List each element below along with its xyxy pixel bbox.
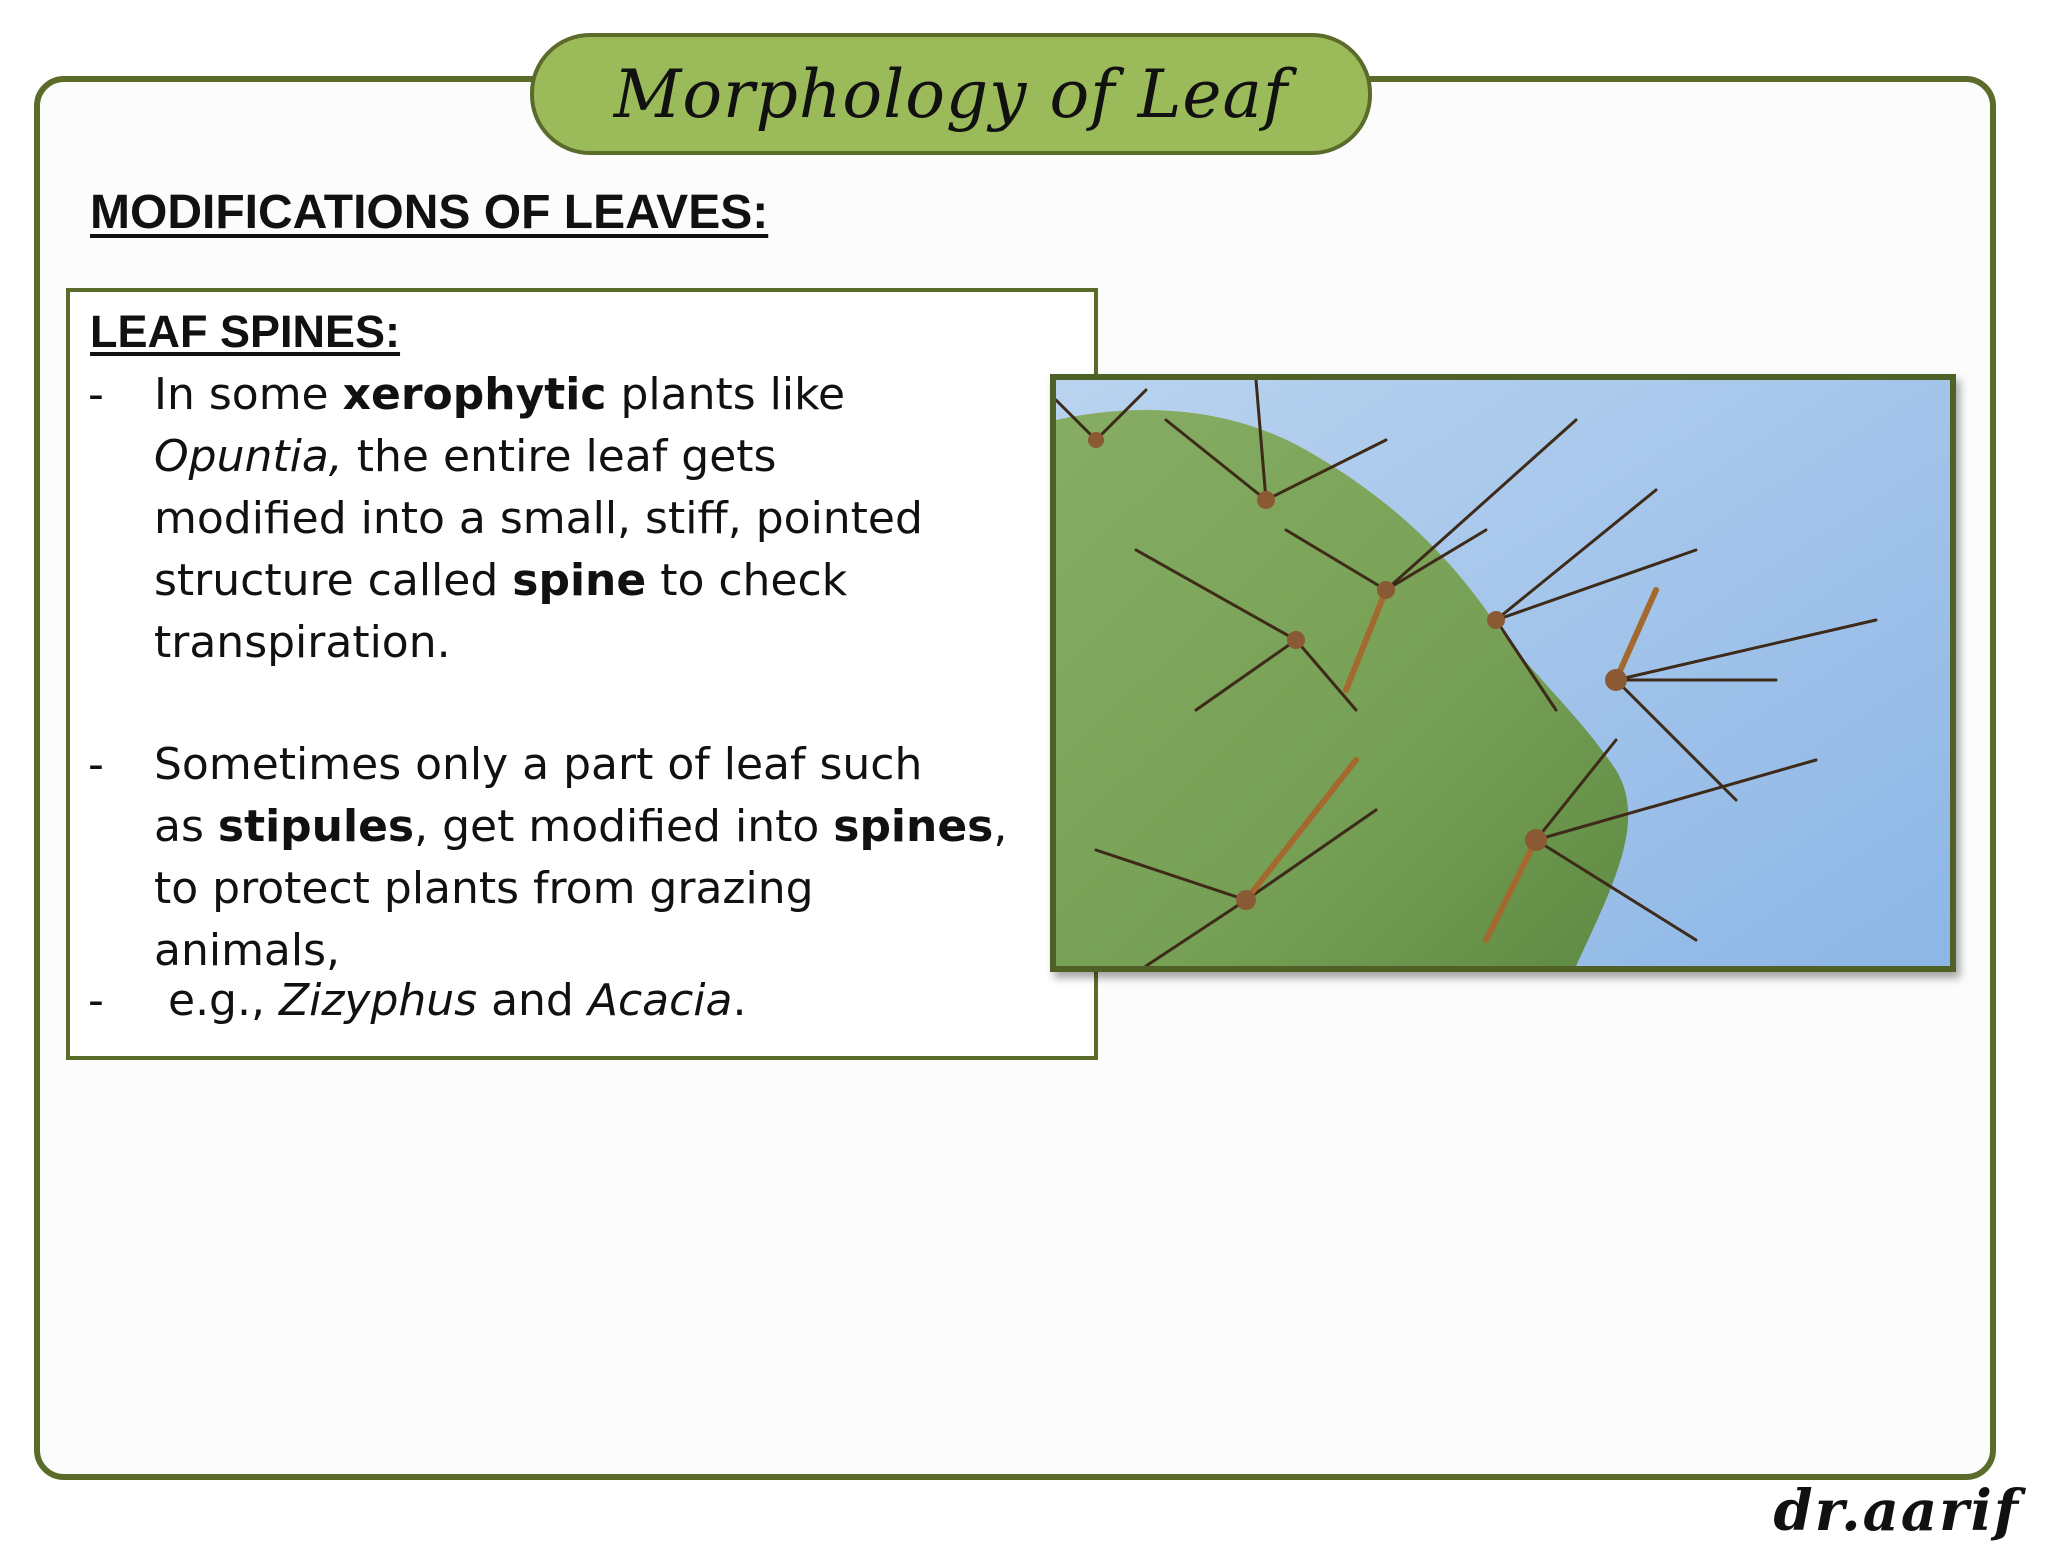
bullet-body (168, 970, 747, 1032)
text-run: and (477, 975, 588, 1026)
bullet-line (154, 550, 923, 612)
bullet-line: modified into a small, stiff, pointed (154, 493, 923, 544)
leaf-spines-heading: LEAF SPINES: (90, 306, 401, 357)
bullet-body (154, 734, 1007, 982)
bullet-line: animals, (154, 925, 341, 976)
bold-term-stipules: stipules (217, 801, 415, 852)
opuntia-cactus-photo (1050, 374, 1956, 972)
cactus-illustration (1056, 380, 1950, 966)
text-run: to check (646, 555, 848, 606)
text-run: e.g., (168, 975, 279, 1026)
bullet-marker: - (88, 369, 104, 420)
bullet-line (154, 426, 923, 488)
text-run: the entire leaf gets (342, 431, 777, 482)
text-run: In some (154, 369, 343, 420)
text-run: . (732, 975, 747, 1026)
bullet-marker: - (88, 975, 104, 1026)
bold-term-xerophytic: xerophytic (342, 369, 607, 420)
bullet-line: to protect plants from grazing (154, 863, 814, 914)
text-run: structure called (154, 555, 513, 606)
text-run: plants like (606, 369, 846, 420)
bullet-line (154, 364, 923, 426)
slide-title: Morphology of Leaf (613, 55, 1289, 133)
bullet-line (168, 970, 747, 1032)
bold-term-spine: spine (512, 555, 647, 606)
title-banner (530, 33, 1372, 155)
author-signature: dr.aarif (1773, 1478, 2020, 1544)
italic-term-opuntia: Opuntia, (154, 431, 343, 482)
text-run: as (154, 801, 218, 852)
bullet-body (154, 364, 923, 674)
bullet-line: transpiration. (154, 617, 451, 668)
section-heading: MODIFICATIONS OF LEAVES: (90, 186, 769, 239)
bullet-line: Sometimes only a part of leaf such (154, 739, 923, 790)
bullet-marker: - (88, 739, 104, 790)
text-run: , (993, 801, 1008, 852)
italic-term-acacia: Acacia (587, 975, 733, 1026)
italic-term-zizyphus: Zizyphus (278, 975, 478, 1026)
text-run: , get modified into (414, 801, 834, 852)
bullet-line (154, 796, 1007, 858)
bold-term-spines: spines (833, 801, 994, 852)
